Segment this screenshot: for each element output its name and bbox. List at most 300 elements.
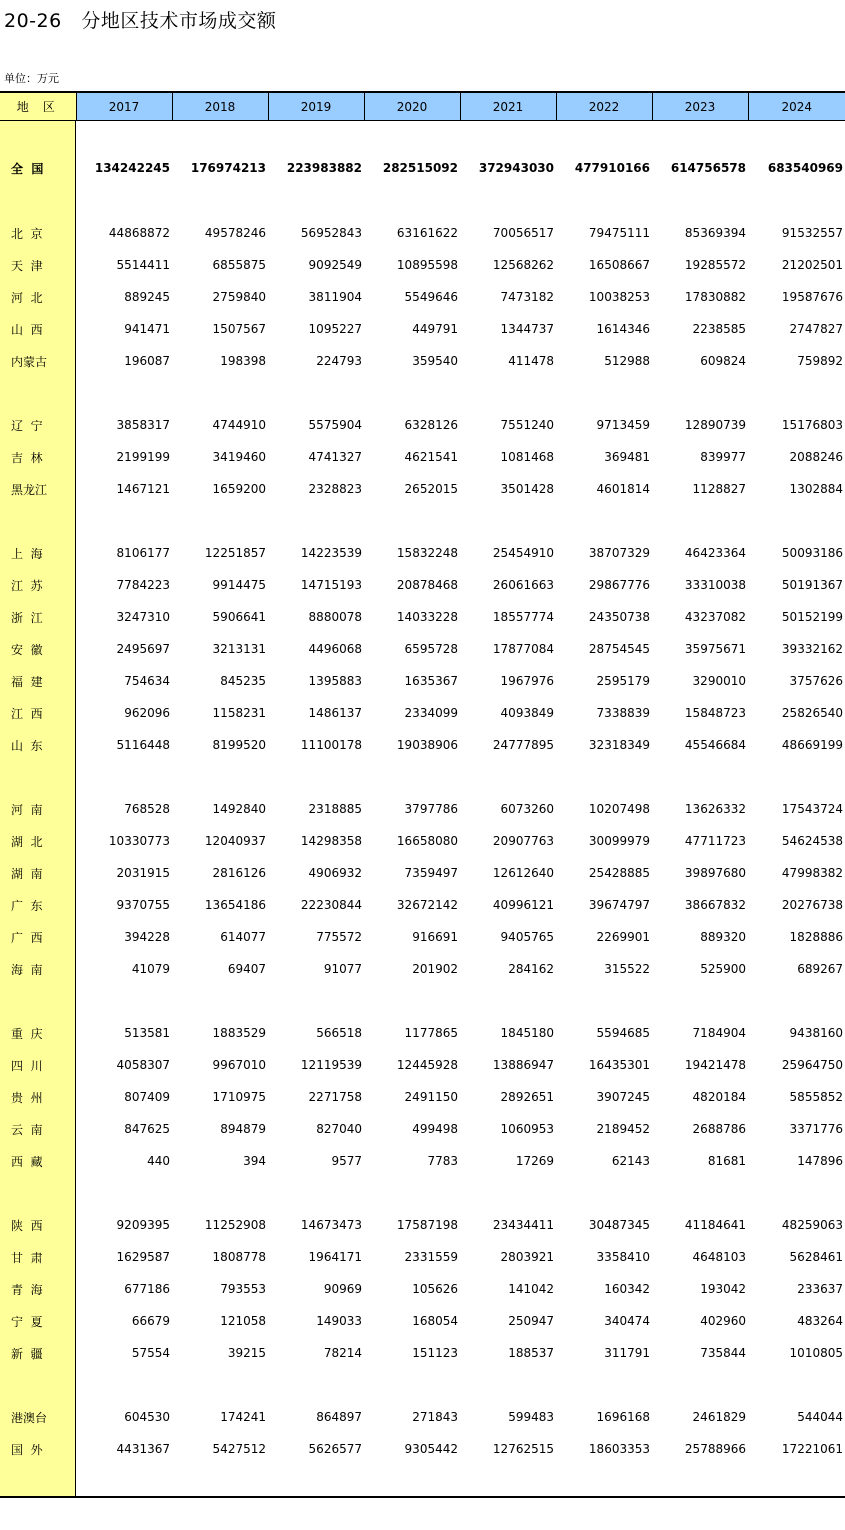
region-name: 黑龙江 — [11, 482, 48, 497]
value-cell: 10207498 — [588, 802, 650, 816]
value-cell: 43237082 — [684, 610, 746, 624]
total-row — [0, 151, 845, 185]
value-cell: 1828886 — [789, 930, 843, 944]
value-cell: 5514411 — [116, 258, 170, 272]
value-cell: 224793 — [316, 354, 362, 368]
region-name: 港澳台 — [11, 1410, 48, 1425]
value-cell: 1128827 — [692, 482, 746, 496]
value-cell: 1177865 — [404, 1026, 458, 1040]
value-cell: 81681 — [707, 1154, 746, 1168]
value-cell: 12445928 — [396, 1058, 458, 1072]
value-cell: 4820184 — [692, 1090, 746, 1104]
value-cell: 7783 — [427, 1154, 458, 1168]
value-cell: 28754545 — [588, 642, 650, 656]
value-cell: 1967976 — [500, 674, 554, 688]
value-cell: 1081468 — [500, 450, 554, 464]
value-cell: 25454910 — [492, 546, 554, 560]
value-cell: 394228 — [124, 930, 170, 944]
value-cell: 4431367 — [116, 1442, 170, 1456]
value-cell: 45546684 — [684, 738, 746, 752]
value-cell: 9092549 — [308, 258, 362, 272]
region-name: 山 东 — [11, 738, 43, 753]
region-name: 辽 宁 — [11, 418, 43, 433]
value-cell: 25788966 — [684, 1442, 746, 1456]
table-row — [0, 633, 845, 665]
value-cell: 735844 — [700, 1346, 746, 1360]
value-cell: 174241 — [220, 1410, 266, 1424]
value-cell: 54624538 — [781, 834, 843, 848]
value-cell: 10038253 — [588, 290, 650, 304]
region-name: 广 东 — [11, 898, 43, 913]
value-cell: 47711723 — [684, 834, 746, 848]
value-cell: 48669199 — [781, 738, 843, 752]
value-cell: 477910166 — [574, 161, 650, 175]
region-name: 江 西 — [11, 706, 43, 721]
value-cell: 50093186 — [781, 546, 843, 560]
table-row — [0, 441, 845, 473]
value-cell: 233637 — [797, 1282, 843, 1296]
value-cell: 49578246 — [204, 226, 266, 240]
table-row — [0, 249, 845, 281]
value-cell: 134242245 — [94, 161, 170, 175]
value-cell: 16658080 — [396, 834, 458, 848]
value-cell: 15848723 — [684, 706, 746, 720]
value-cell: 30099979 — [588, 834, 650, 848]
value-cell: 78214 — [323, 1346, 362, 1360]
value-cell: 4621541 — [404, 450, 458, 464]
region-name: 浙 江 — [11, 610, 43, 625]
value-cell: 38707329 — [588, 546, 650, 560]
value-cell: 7359497 — [404, 866, 458, 880]
table-row — [0, 1401, 845, 1433]
value-cell: 440 — [147, 1154, 170, 1168]
value-cell: 839977 — [700, 450, 746, 464]
unit-label: 单位：万元 — [4, 72, 59, 85]
value-cell: 5626577 — [308, 1442, 362, 1456]
value-cell: 32318349 — [588, 738, 650, 752]
spacer-row — [0, 505, 845, 537]
table-row — [0, 1433, 845, 1465]
value-cell: 12119539 — [300, 1058, 362, 1072]
value-cell: 17587198 — [396, 1218, 458, 1232]
value-cell: 614077 — [220, 930, 266, 944]
value-cell: 3907245 — [596, 1090, 650, 1104]
value-cell: 90969 — [323, 1282, 362, 1296]
value-cell: 85369394 — [684, 226, 746, 240]
value-cell: 962096 — [124, 706, 170, 720]
value-cell: 3358410 — [596, 1250, 650, 1264]
value-cell: 16435301 — [588, 1058, 650, 1072]
value-cell: 14673473 — [300, 1218, 362, 1232]
value-cell: 4906932 — [308, 866, 362, 880]
region-name: 福 建 — [11, 674, 43, 689]
value-cell: 62143 — [611, 1154, 650, 1168]
value-cell: 6073260 — [500, 802, 554, 816]
value-cell: 9967010 — [212, 1058, 266, 1072]
value-cell: 8880078 — [308, 610, 362, 624]
value-cell: 759892 — [797, 354, 843, 368]
value-cell: 91077 — [323, 962, 362, 976]
region-name: 四 川 — [11, 1058, 43, 1073]
value-cell: 12040937 — [204, 834, 266, 848]
column-header-year: 2019 — [268, 93, 364, 121]
region-name: 河 北 — [11, 290, 43, 305]
value-cell: 17543724 — [781, 802, 843, 816]
table-row — [0, 217, 845, 249]
value-cell: 4058307 — [116, 1058, 170, 1072]
value-cell: 19038906 — [396, 738, 458, 752]
value-cell: 2652015 — [404, 482, 458, 496]
spacer-row — [0, 985, 845, 1017]
data-table-container — [0, 93, 845, 1465]
value-cell: 57554 — [131, 1346, 170, 1360]
value-cell: 499498 — [412, 1122, 458, 1136]
value-cell: 48259063 — [781, 1218, 843, 1232]
value-cell: 845235 — [220, 674, 266, 688]
value-cell: 5549646 — [404, 290, 458, 304]
value-cell: 13654186 — [204, 898, 266, 912]
value-cell: 793553 — [220, 1282, 266, 1296]
region-name: 海 南 — [11, 962, 43, 977]
value-cell: 18557774 — [492, 610, 554, 624]
value-cell: 79475111 — [588, 226, 650, 240]
column-header-year: 2024 — [748, 93, 845, 121]
value-cell: 5906641 — [212, 610, 266, 624]
value-cell: 14033228 — [396, 610, 458, 624]
table-row — [0, 1081, 845, 1113]
value-cell: 39897680 — [684, 866, 746, 880]
value-cell: 16508667 — [588, 258, 650, 272]
value-cell: 1659200 — [212, 482, 266, 496]
value-cell: 1467121 — [116, 482, 170, 496]
value-cell: 19421478 — [684, 1058, 746, 1072]
value-cell: 10895598 — [396, 258, 458, 272]
region-name: 吉 林 — [11, 450, 43, 465]
table-row — [0, 1049, 845, 1081]
value-cell: 105626 — [412, 1282, 458, 1296]
value-cell: 151123 — [412, 1346, 458, 1360]
value-cell: 10330773 — [108, 834, 170, 848]
value-cell: 566518 — [316, 1026, 362, 1040]
value-cell: 160342 — [604, 1282, 650, 1296]
value-cell: 9370755 — [116, 898, 170, 912]
value-cell: 271843 — [412, 1410, 458, 1424]
region-name: 青 海 — [11, 1282, 43, 1297]
value-cell: 5116448 — [116, 738, 170, 752]
value-cell: 193042 — [700, 1282, 746, 1296]
value-cell: 4601814 — [596, 482, 650, 496]
table-row — [0, 313, 845, 345]
value-cell: 38667832 — [684, 898, 746, 912]
value-cell: 614756578 — [670, 161, 746, 175]
value-cell: 14715193 — [300, 578, 362, 592]
value-cell: 3797786 — [404, 802, 458, 816]
value-cell: 2334099 — [404, 706, 458, 720]
table-row — [0, 1113, 845, 1145]
value-cell: 5628461 — [789, 1250, 843, 1264]
value-cell: 70056517 — [492, 226, 554, 240]
region-name: 河 南 — [11, 802, 43, 817]
value-cell: 147896 — [797, 1154, 843, 1168]
value-cell: 176974213 — [190, 161, 266, 175]
value-cell: 1964171 — [308, 1250, 362, 1264]
value-cell: 17221061 — [781, 1442, 843, 1456]
value-cell: 2031915 — [116, 866, 170, 880]
spacer-row — [0, 377, 845, 409]
value-cell: 29867776 — [588, 578, 650, 592]
value-cell: 18603353 — [588, 1442, 650, 1456]
value-cell: 1629587 — [116, 1250, 170, 1264]
value-cell: 315522 — [604, 962, 650, 976]
value-cell: 50152199 — [781, 610, 843, 624]
value-cell: 196087 — [124, 354, 170, 368]
value-cell: 22230844 — [300, 898, 362, 912]
value-cell: 1095227 — [308, 322, 362, 336]
value-cell: 1302884 — [789, 482, 843, 496]
table-row — [0, 1273, 845, 1305]
spacer-row — [0, 1369, 845, 1401]
value-cell: 23434411 — [492, 1218, 554, 1232]
value-cell: 7784223 — [116, 578, 170, 592]
value-cell: 17830882 — [684, 290, 746, 304]
value-cell: 1492840 — [212, 802, 266, 816]
value-cell: 8106177 — [116, 546, 170, 560]
value-cell: 282515092 — [382, 161, 458, 175]
value-cell: 2088246 — [789, 450, 843, 464]
value-cell: 2688786 — [692, 1122, 746, 1136]
value-cell: 9305442 — [404, 1442, 458, 1456]
value-cell: 1344737 — [500, 322, 554, 336]
value-cell: 1486137 — [308, 706, 362, 720]
value-cell: 35975671 — [684, 642, 746, 656]
value-cell: 26061663 — [492, 578, 554, 592]
column-header-year: 2020 — [364, 93, 460, 121]
column-header-year: 2023 — [652, 93, 748, 121]
region-name: 重 庆 — [11, 1026, 43, 1041]
value-cell: 544044 — [797, 1410, 843, 1424]
value-cell: 7184904 — [692, 1026, 746, 1040]
value-cell: 56952843 — [300, 226, 362, 240]
value-cell: 1710975 — [212, 1090, 266, 1104]
value-cell: 25826540 — [781, 706, 843, 720]
value-cell: 5427512 — [212, 1442, 266, 1456]
value-cell: 1158231 — [212, 706, 266, 720]
value-cell: 141042 — [508, 1282, 554, 1296]
value-cell: 9577 — [331, 1154, 362, 1168]
table-row — [0, 825, 845, 857]
value-cell: 2461829 — [692, 1410, 746, 1424]
value-cell: 15832248 — [396, 546, 458, 560]
value-cell: 39215 — [227, 1346, 266, 1360]
table-bottom-border — [0, 1496, 845, 1498]
value-cell: 41079 — [131, 962, 170, 976]
value-cell: 69407 — [227, 962, 266, 976]
table-row — [0, 857, 845, 889]
value-cell: 3213131 — [212, 642, 266, 656]
value-cell: 2318885 — [308, 802, 362, 816]
value-cell: 8199520 — [212, 738, 266, 752]
value-cell: 13886947 — [492, 1058, 554, 1072]
value-cell: 1883529 — [212, 1026, 266, 1040]
value-cell: 2747827 — [789, 322, 843, 336]
value-cell: 5855852 — [789, 1090, 843, 1104]
value-cell: 7551240 — [500, 418, 554, 432]
value-cell: 12251857 — [204, 546, 266, 560]
value-cell: 916691 — [412, 930, 458, 944]
table-row — [0, 569, 845, 601]
table-row — [0, 953, 845, 985]
value-cell: 2816126 — [212, 866, 266, 880]
value-cell: 311791 — [604, 1346, 650, 1360]
value-cell: 411478 — [508, 354, 554, 368]
region-name: 甘 肃 — [11, 1250, 43, 1265]
value-cell: 2269901 — [596, 930, 650, 944]
value-cell: 6595728 — [404, 642, 458, 656]
table-row — [0, 1305, 845, 1337]
value-cell: 1635367 — [404, 674, 458, 688]
value-cell: 677186 — [124, 1282, 170, 1296]
value-cell: 149033 — [316, 1314, 362, 1328]
value-cell: 15176803 — [781, 418, 843, 432]
value-cell: 284162 — [508, 962, 554, 976]
region-name: 江 苏 — [11, 578, 43, 593]
value-cell: 14298358 — [300, 834, 362, 848]
table-row — [0, 281, 845, 313]
value-cell: 1845180 — [500, 1026, 554, 1040]
value-cell: 513581 — [124, 1026, 170, 1040]
value-cell: 1395883 — [308, 674, 362, 688]
value-cell: 807409 — [124, 1090, 170, 1104]
value-cell: 1808778 — [212, 1250, 266, 1264]
table-row — [0, 889, 845, 921]
value-cell: 33310038 — [684, 578, 746, 592]
value-cell: 525900 — [700, 962, 746, 976]
table-row — [0, 345, 845, 377]
value-cell: 9438160 — [789, 1026, 843, 1040]
spacer-row — [0, 1177, 845, 1209]
value-cell: 201902 — [412, 962, 458, 976]
value-cell: 121058 — [220, 1314, 266, 1328]
value-cell: 359540 — [412, 354, 458, 368]
value-cell: 39674797 — [588, 898, 650, 912]
region-name: 西 藏 — [11, 1154, 43, 1169]
region-name: 新 疆 — [11, 1346, 43, 1361]
value-cell: 19587676 — [781, 290, 843, 304]
value-cell: 689267 — [797, 962, 843, 976]
value-cell: 609824 — [700, 354, 746, 368]
value-cell: 1010805 — [789, 1346, 843, 1360]
value-cell: 372943030 — [478, 161, 554, 175]
value-cell: 775572 — [316, 930, 362, 944]
value-cell: 30487345 — [588, 1218, 650, 1232]
value-cell: 3290010 — [692, 674, 746, 688]
table-row — [0, 1145, 845, 1177]
value-cell: 50191367 — [781, 578, 843, 592]
table-row — [0, 665, 845, 697]
value-cell: 2495697 — [116, 642, 170, 656]
value-cell: 3501428 — [500, 482, 554, 496]
value-cell: 4496068 — [308, 642, 362, 656]
value-cell: 894879 — [220, 1122, 266, 1136]
value-cell: 4744910 — [212, 418, 266, 432]
table-row — [0, 409, 845, 441]
region-name: 国 外 — [11, 1442, 43, 1457]
table-row — [0, 921, 845, 953]
table-row — [0, 1337, 845, 1369]
value-cell: 250947 — [508, 1314, 554, 1328]
value-cell: 402960 — [700, 1314, 746, 1328]
value-cell: 46423364 — [684, 546, 746, 560]
value-cell: 340474 — [604, 1314, 650, 1328]
value-cell: 3811904 — [308, 290, 362, 304]
value-cell: 91532557 — [781, 226, 843, 240]
value-cell: 941471 — [124, 322, 170, 336]
spacer-row — [0, 121, 845, 152]
value-cell: 17269 — [515, 1154, 554, 1168]
value-cell: 1614346 — [596, 322, 650, 336]
value-cell: 2238585 — [692, 322, 746, 336]
value-cell: 11252908 — [204, 1218, 266, 1232]
value-cell: 683540969 — [767, 161, 843, 175]
table-row — [0, 729, 845, 761]
value-cell: 25428885 — [588, 866, 650, 880]
value-cell: 9405765 — [500, 930, 554, 944]
value-cell: 2271758 — [308, 1090, 362, 1104]
value-cell: 827040 — [316, 1122, 362, 1136]
region-name: 云 南 — [11, 1122, 43, 1137]
value-cell: 449791 — [412, 322, 458, 336]
value-cell: 2331559 — [404, 1250, 458, 1264]
value-cell: 24350738 — [588, 610, 650, 624]
spacer-row — [0, 761, 845, 793]
column-header-year: 2021 — [460, 93, 556, 121]
value-cell: 9914475 — [212, 578, 266, 592]
value-cell: 1060953 — [500, 1122, 554, 1136]
value-cell: 5594685 — [596, 1026, 650, 1040]
table-row — [0, 1017, 845, 1049]
table-row — [0, 697, 845, 729]
value-cell: 2328823 — [308, 482, 362, 496]
region-name: 北 京 — [11, 226, 43, 241]
region-name: 天 津 — [11, 258, 43, 273]
value-cell: 21202501 — [781, 258, 843, 272]
value-cell: 11100178 — [300, 738, 362, 752]
table-row — [0, 601, 845, 633]
value-cell: 369481 — [604, 450, 650, 464]
value-cell: 3858317 — [116, 418, 170, 432]
value-cell: 483264 — [797, 1314, 843, 1328]
region-name: 湖 南 — [11, 866, 43, 881]
value-cell: 40996121 — [492, 898, 554, 912]
region-name: 湖 北 — [11, 834, 43, 849]
value-cell: 4093849 — [500, 706, 554, 720]
value-cell: 6855875 — [212, 258, 266, 272]
value-cell: 9209395 — [116, 1218, 170, 1232]
value-cell: 1696168 — [596, 1410, 650, 1424]
value-cell: 2892651 — [500, 1090, 554, 1104]
table-row — [0, 473, 845, 505]
value-cell: 3757626 — [789, 674, 843, 688]
value-cell: 2759840 — [212, 290, 266, 304]
value-cell: 12890739 — [684, 418, 746, 432]
value-cell: 512988 — [604, 354, 650, 368]
value-cell: 7338839 — [596, 706, 650, 720]
value-cell: 604530 — [124, 1410, 170, 1424]
value-cell: 3247310 — [116, 610, 170, 624]
value-cell: 168054 — [412, 1314, 458, 1328]
value-cell: 889245 — [124, 290, 170, 304]
value-cell: 3419460 — [212, 450, 266, 464]
